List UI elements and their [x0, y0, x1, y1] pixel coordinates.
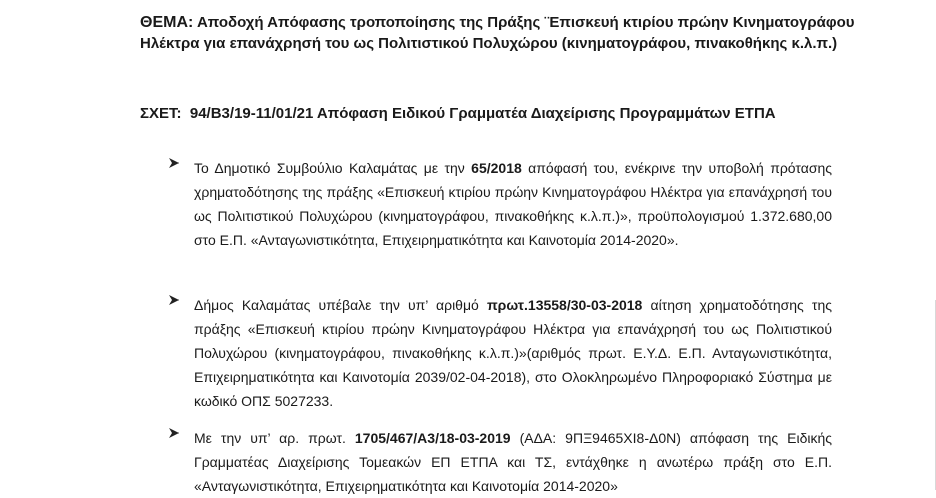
reference-label: ΣΧΕΤ:	[140, 105, 182, 122]
subject-label: ΘΕΜΑ:	[140, 14, 194, 31]
list-item	[168, 156, 832, 252]
subject-heading	[140, 12, 860, 54]
list-item-text	[194, 156, 832, 252]
list-item	[168, 426, 832, 498]
subject-text: Αποδοχή Απόφασης τροποποίησης της Πράξης ¨Επισκευή κτιρίου πρώην Κινηματογράφου Ηλέκτρα για επανάχρησή του ως Πολιτιστικού Πολυχώρου (κινηματογράφου, πινακοθήκης κ.λ.π.)	[140, 14, 855, 52]
item-text-end: αίτηση χρηματοδότησης της πράξης «Επισκευή κτιρίου πρώην Κινηματογράφου Ηλέκτρα για επανάχρησή του ως Πολιτιστικού Πολυχώρου (κινηματογράφου, πινακοθήκης κ.λ.π.)»(αριθμός πρωτ. Ε.Υ.Δ. Ε.Π. Ανταγωνιστικότητα, Επιχειρηματικότητα και Καινοτομία 2039/02-04-2018), στο Ολοκληρωμένο Πληροφοριακό Σύστημα με κωδικό ΟΠΣ 5027233.	[194, 297, 832, 409]
arrow-bullet-icon	[168, 294, 180, 306]
item-text-end: (ΑΔΑ: 9ΠΞ9465ΧΙ8-Δ0Ν) απόφαση της Ειδικής Γραμματέας Διαχείρισης Τομεακών ΕΠ ΕΤΠΑ και ΤΣ, εντάχθηκε η ανωτέρω πράξη στο Ε.Π. «Ανταγωνιστικότητα, Επιχειρηματικότητα και Καινοτομία 2014-2020»	[194, 430, 833, 494]
reference-text: 94/Β3/19-11/01/21 Απόφαση Ειδικού Γραμματέα Διαχείρισης Προγραμμάτων ΕΤΠΑ	[189, 105, 776, 122]
item-text-start: Με την υπ’ αρ. πρωτ.	[194, 430, 355, 446]
item-bold-reference: πρωτ.13558/30-03-2018	[486, 297, 643, 313]
item-text-end: απόφασή του, ενέκρινε την υποβολή πρότασης χρηματοδότησης της πράξης «Επισκευή κτιρίου πρώην Κινηματογράφου Ηλέκτρα για επανάχρησή του ως Πολιτιστικού Πολυχώρου (κινηματογράφου, πινακοθήκης κ.λ.π.)», προϋπολογισμού 1.372.680,00 στο Ε.Π. «Ανταγωνιστικότητα, Επιχειρηματικότητα και Καινοτομία 2014-2020».	[194, 160, 832, 248]
item-text-start: Δήμος Καλαμάτας υπέβαλε την υπ’ αριθμό	[194, 297, 487, 313]
item-bold-reference: 65/2018	[471, 160, 522, 176]
reference-line	[140, 103, 860, 124]
arrow-bullet-icon	[168, 157, 180, 169]
item-text-start: Το Δημοτικό Συμβούλιο Καλαμάτας με την	[194, 160, 472, 176]
list-item-text	[194, 426, 832, 498]
list-item	[168, 293, 832, 413]
list-item-text	[194, 293, 832, 413]
item-bold-reference: 1705/467/Α3/18-03-2019	[354, 430, 511, 446]
arrow-bullet-icon	[168, 427, 180, 439]
